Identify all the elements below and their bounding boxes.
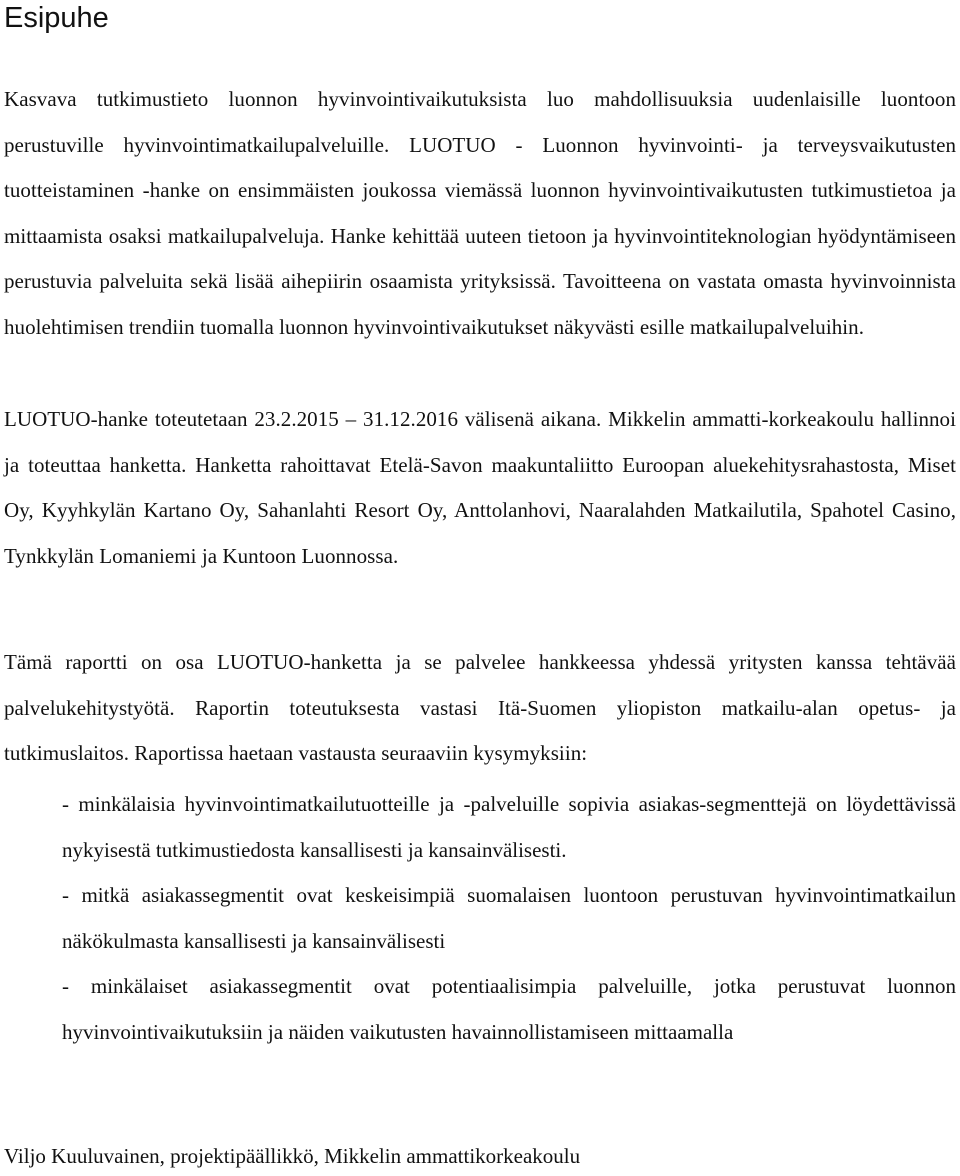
page-title: Esipuhe: [4, 2, 109, 34]
signature: Viljo Kuuluvainen, projektipäällikkö, Mikkelin ammattikorkeakoulu: [4, 1144, 581, 1168]
paragraph-project-funding: LUOTUO-hanke toteutetaan 23.2.2015 – 31.12.2016 välisenä aikana. Mikkelin ammatti-korkeakoulu hallinnoi ja toteuttaa hanketta. Hanketta rahoittavat Etelä-Savon maakuntaliitto Euroopan aluekehitysrahastosta, Miset Oy, Kyyhkylän Kartano Oy, Sahanlahti Resort Oy, Anttolanhovi, Naaralahden Matkailutila, Spahotel Casino, Tynkkylän Lomaniemi ja Kuntoon Luonnossa.: [4, 407, 956, 568]
question-item: - mitkä asiakassegmentit ovat keskeisimpiä suomalaisen luontoon perustuvan hyvinvointimatkailun näkökulmasta kansallisesti ja kansainvälisesti: [62, 883, 956, 953]
paragraph-report-questions: Tämä raportti on osa LUOTUO-hanketta ja se palvelee hankkeessa yhdessä yritysten kanssa tehtävää palvelukehitystyötä. Raportin toteutuksesta vastasi Itä-Suomen yliopiston matkailu-alan opetus- ja tutkimuslaitos. Raportissa haetaan vastausta seuraaviin kysymyksiin:: [4, 650, 956, 765]
question-item: - minkälaisia hyvinvointimatkailutuotteille ja -palveluille sopivia asiakas-segmenttejä on löydettävissä nykyisestä tutkimustiedosta kansallisesti ja kansainvälisesti.: [62, 792, 956, 862]
question-list: [62, 782, 956, 1055]
question-item: - minkälaiset asiakassegmentit ovat potentiaalisimpia palveluille, jotka perustuvat luonnon hyvinvointivaikutuksiin ja näiden vaikutusten havainnollistamiseen mittaamalla: [62, 974, 956, 1044]
paragraph-intro: Kasvava tutkimustieto luonnon hyvinvointivaikutuksista luo mahdollisuuksia uudenlaisille luontoon perustuville hyvinvointimatkailupalveluille. LUOTUO - Luonnon hyvinvointi- ja terveysvaikutusten tuotteistaminen -hanke on ensimmäisten joukossa viemässä luonnon hyvinvointivaikutusten tutkimustietoa ja mittaamista osaksi matkailupalveluja. Hanke kehittää uuteen tietoon ja hyvinvointiteknologian hyödyntämiseen perustuvia palveluita sekä lisää aihepiirin osaamista yrityksissä. Tavoitteena on vastata omasta hyvinvoinnista huolehtimisen trendiin tuomalla luonnon hyvinvointivaikutukset näkyvästi esille matkailupalveluihin.: [4, 87, 956, 339]
